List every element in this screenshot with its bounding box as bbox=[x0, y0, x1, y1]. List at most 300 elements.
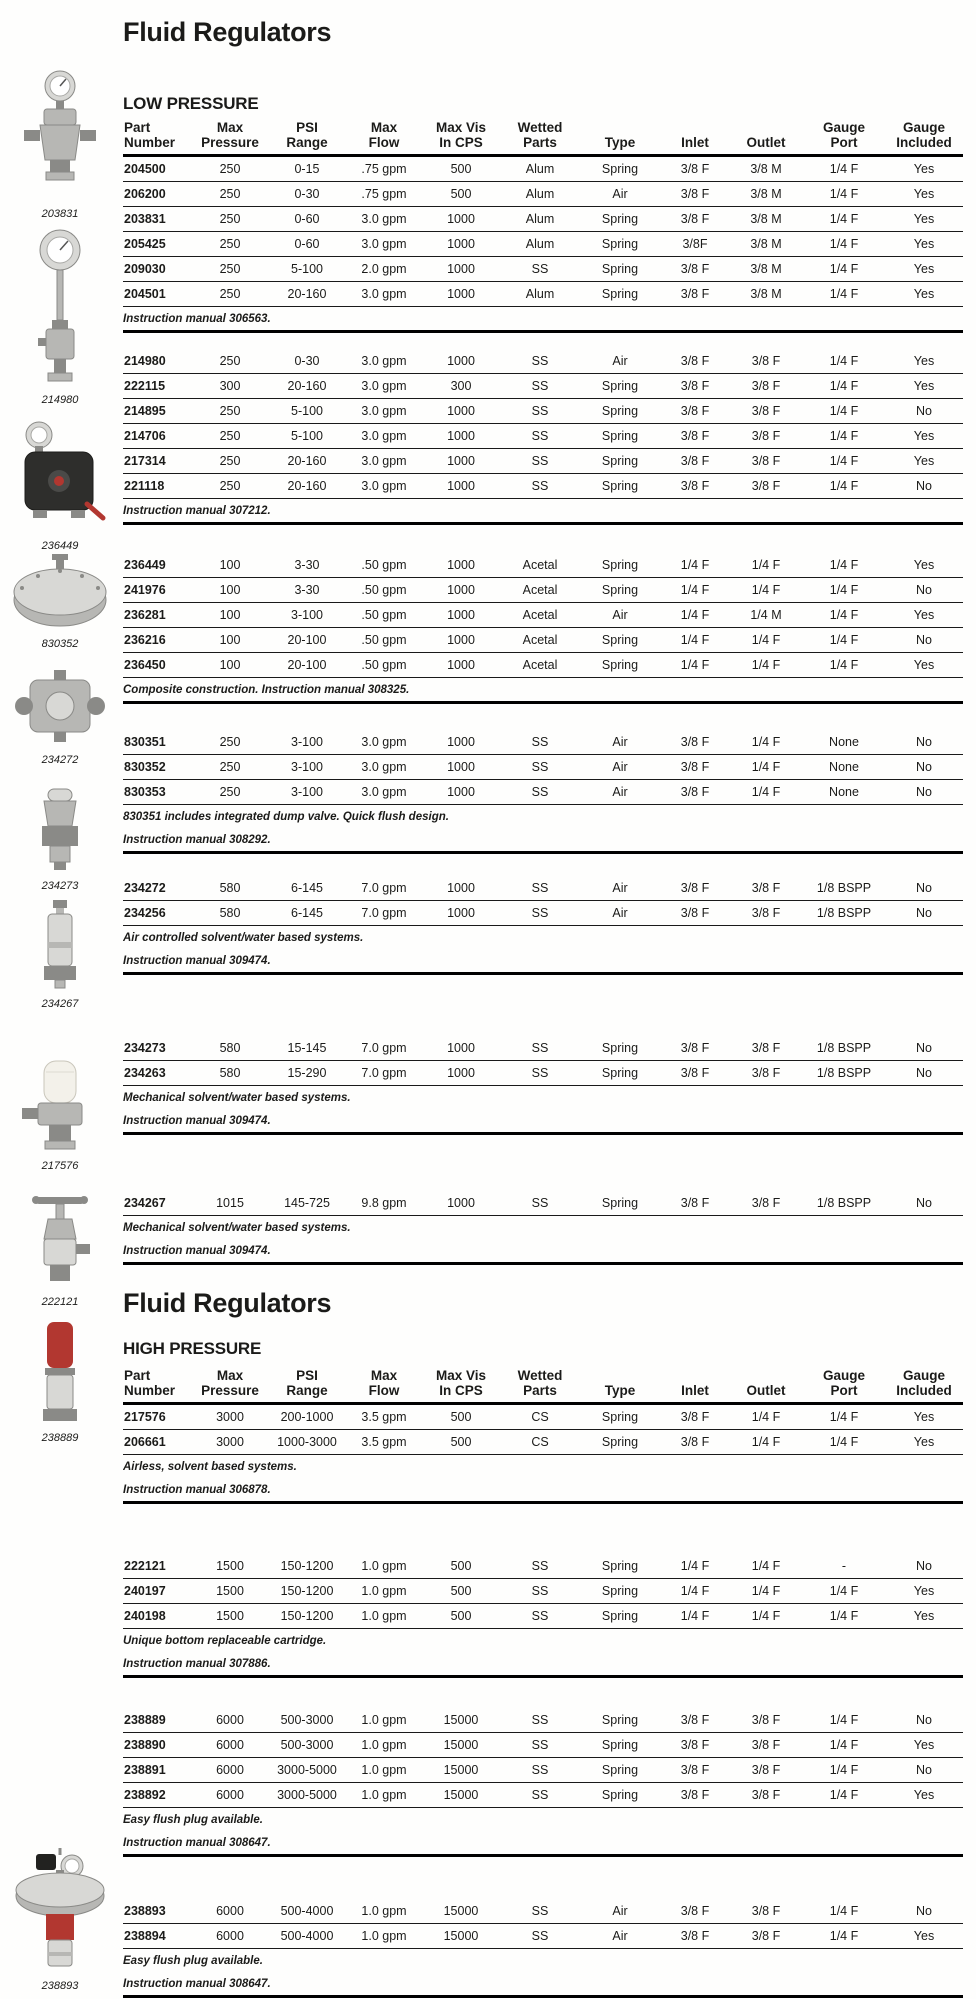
cell-outlet: 3/8 F bbox=[729, 399, 803, 424]
column-header-line2: Outlet bbox=[746, 135, 786, 150]
cell-inlet: 1/4 F bbox=[661, 578, 729, 603]
regulator-inline-bell-icon bbox=[24, 786, 96, 877]
cell-type: Spring bbox=[579, 653, 661, 678]
cell-max_vis: 500 bbox=[421, 1430, 501, 1455]
column-header-line2: Range bbox=[286, 135, 328, 150]
photo-caption: 217576 bbox=[41, 1160, 79, 1172]
cell-max_flow: .75 gpm bbox=[347, 182, 421, 207]
product-photo-238893 bbox=[2, 1848, 118, 1992]
cell-part_number: 240198 bbox=[123, 1604, 193, 1629]
table-row bbox=[123, 653, 963, 678]
table-row bbox=[123, 730, 963, 755]
cell-wetted_parts: SS bbox=[501, 1708, 579, 1733]
cell-max_flow: 3.0 gpm bbox=[347, 232, 421, 257]
cell-part_number: 238892 bbox=[123, 1783, 193, 1808]
product-photo-234267 bbox=[2, 898, 118, 1010]
cell-type: Air bbox=[579, 349, 661, 374]
cell-psi_range: 150-1200 bbox=[267, 1604, 347, 1629]
cell-part_number: 234263 bbox=[123, 1061, 193, 1086]
cell-part_number: 204501 bbox=[123, 282, 193, 307]
cell-gauge_included: No bbox=[885, 901, 963, 926]
cell-outlet: 1/4 M bbox=[729, 603, 803, 628]
cell-max_pressure: 250 bbox=[193, 349, 267, 374]
cell-inlet: 3/8F bbox=[661, 232, 729, 257]
cell-max_vis: 1000 bbox=[421, 628, 501, 653]
cell-psi_range: 3-30 bbox=[267, 553, 347, 578]
cell-gauge_included: Yes bbox=[885, 182, 963, 207]
product-photo-236449 bbox=[2, 420, 118, 552]
group-note: Unique bottom replaceable cartridge. bbox=[123, 1635, 327, 1647]
cell-outlet: 1/4 F bbox=[729, 553, 803, 578]
cell-part_number: 203831 bbox=[123, 207, 193, 232]
cell-type: Spring bbox=[579, 1061, 661, 1086]
table-row bbox=[123, 1554, 963, 1579]
cell-max_flow: 7.0 gpm bbox=[347, 876, 421, 901]
cell-gauge_included: No bbox=[885, 474, 963, 499]
column-header-line2: Outlet bbox=[746, 1383, 786, 1398]
cell-gauge_port: 1/4 F bbox=[803, 282, 885, 307]
regulator-group-214980 bbox=[123, 349, 963, 525]
cell-outlet: 3/8 F bbox=[729, 374, 803, 399]
cell-outlet: 3/8 F bbox=[729, 1733, 803, 1758]
group-note: Instruction manual 308647. bbox=[123, 1972, 963, 1997]
cell-wetted_parts: SS bbox=[501, 780, 579, 805]
cell-type: Spring bbox=[579, 1579, 661, 1604]
cell-gauge_port: 1/4 F bbox=[803, 157, 885, 182]
cell-part_number: 236281 bbox=[123, 603, 193, 628]
cell-gauge_included: Yes bbox=[885, 1733, 963, 1758]
cell-psi_range: 150-1200 bbox=[267, 1579, 347, 1604]
table-row bbox=[123, 282, 963, 307]
cell-inlet: 3/8 F bbox=[661, 257, 729, 282]
cell-part_number: 214980 bbox=[123, 349, 193, 374]
group-note: Easy flush plug available. bbox=[123, 1814, 263, 1826]
cell-part_number: 830353 bbox=[123, 780, 193, 805]
cell-gauge_included: Yes bbox=[885, 1579, 963, 1604]
table-row bbox=[123, 1604, 963, 1629]
section-subtitle: HIGH PRESSURE bbox=[123, 1339, 262, 1358]
cell-part_number: 206200 bbox=[123, 182, 193, 207]
cell-wetted_parts: SS bbox=[501, 1783, 579, 1808]
cell-wetted_parts: CS bbox=[501, 1405, 579, 1430]
cell-max_flow: 3.0 gpm bbox=[347, 207, 421, 232]
cell-gauge_port: None bbox=[803, 755, 885, 780]
cell-wetted_parts: SS bbox=[501, 257, 579, 282]
cell-psi_range: 1000-3000 bbox=[267, 1430, 347, 1455]
cell-max_vis: 1000 bbox=[421, 780, 501, 805]
table-row bbox=[123, 1061, 963, 1086]
regulator-group-217576 bbox=[123, 1405, 963, 1504]
cell-max_pressure: 6000 bbox=[193, 1708, 267, 1733]
cell-psi_range: 500-3000 bbox=[267, 1708, 347, 1733]
cell-type: Spring bbox=[579, 374, 661, 399]
cell-gauge_port: 1/8 BSPP bbox=[803, 876, 885, 901]
column-header-line2: Port bbox=[830, 135, 858, 150]
cell-gauge_port: 1/4 F bbox=[803, 653, 885, 678]
table-row bbox=[123, 1579, 963, 1604]
group-note-row bbox=[123, 1629, 963, 1653]
cell-max_vis: 1000 bbox=[421, 474, 501, 499]
group-note-row bbox=[123, 1652, 963, 1677]
cell-type: Spring bbox=[579, 232, 661, 257]
cell-max_flow: 3.0 gpm bbox=[347, 449, 421, 474]
cell-gauge_included: Yes bbox=[885, 207, 963, 232]
cell-max_pressure: 250 bbox=[193, 182, 267, 207]
table-row bbox=[123, 1899, 963, 1924]
cell-part_number: 217576 bbox=[123, 1405, 193, 1430]
cell-max_flow: 1.0 gpm bbox=[347, 1924, 421, 1949]
cell-outlet: 3/8 M bbox=[729, 232, 803, 257]
cell-part_number: 204500 bbox=[123, 157, 193, 182]
cell-gauge_port: 1/4 F bbox=[803, 257, 885, 282]
column-header-line2: Range bbox=[286, 1383, 328, 1398]
cell-gauge_port: - bbox=[803, 1554, 885, 1579]
column-header-max_flow bbox=[347, 118, 421, 156]
cell-wetted_parts: SS bbox=[501, 1733, 579, 1758]
cell-outlet: 3/8 M bbox=[729, 182, 803, 207]
regulator-red-cap-icon bbox=[27, 1318, 93, 1429]
cell-psi_range: 0-30 bbox=[267, 182, 347, 207]
cell-max_pressure: 250 bbox=[193, 780, 267, 805]
cell-wetted_parts: SS bbox=[501, 730, 579, 755]
column-header-inlet bbox=[661, 1366, 729, 1404]
cell-max_vis: 1000 bbox=[421, 257, 501, 282]
column-header-inlet bbox=[661, 118, 729, 156]
photo-caption: 238889 bbox=[41, 1432, 79, 1444]
cell-max_vis: 15000 bbox=[421, 1899, 501, 1924]
regulator-group-234267 bbox=[123, 1191, 963, 1265]
cell-gauge_included: No bbox=[885, 628, 963, 653]
cell-outlet: 3/8 F bbox=[729, 901, 803, 926]
product-photo-214980 bbox=[2, 228, 118, 406]
cell-max_flow: 3.0 gpm bbox=[347, 282, 421, 307]
cell-max_vis: 15000 bbox=[421, 1924, 501, 1949]
cell-max_vis: 1000 bbox=[421, 730, 501, 755]
cell-max_vis: 1000 bbox=[421, 399, 501, 424]
cell-inlet: 1/4 F bbox=[661, 628, 729, 653]
cell-gauge_port: 1/4 F bbox=[803, 1733, 885, 1758]
cell-max_flow: 1.0 gpm bbox=[347, 1733, 421, 1758]
cell-gauge_port: 1/8 BSPP bbox=[803, 1191, 885, 1216]
regulator-group-203831 bbox=[123, 157, 963, 333]
column-header-line1: Gauge bbox=[902, 1368, 945, 1383]
cell-inlet: 3/8 F bbox=[661, 876, 729, 901]
group-note-row bbox=[123, 678, 963, 703]
cell-gauge_port: 1/4 F bbox=[803, 1604, 885, 1629]
group-note-row bbox=[123, 499, 963, 524]
cell-inlet: 3/8 F bbox=[661, 349, 729, 374]
column-header-wetted_parts bbox=[501, 1366, 579, 1404]
cell-inlet: 3/8 F bbox=[661, 1405, 729, 1430]
product-photo-234272 bbox=[2, 668, 118, 766]
table-row bbox=[123, 1758, 963, 1783]
cell-max_flow: 7.0 gpm bbox=[347, 1061, 421, 1086]
photo-caption: 830352 bbox=[41, 638, 79, 650]
table-header bbox=[123, 118, 963, 157]
cell-gauge_included: Yes bbox=[885, 553, 963, 578]
cell-max_pressure: 250 bbox=[193, 755, 267, 780]
column-header-line2: Number bbox=[124, 1383, 176, 1398]
cell-inlet: 1/4 F bbox=[661, 603, 729, 628]
table-row bbox=[123, 349, 963, 374]
cell-psi_range: 3-100 bbox=[267, 603, 347, 628]
group-note: 830351 includes integrated dump valve. Quick flush design. bbox=[123, 811, 449, 823]
table-header bbox=[123, 1366, 963, 1405]
cell-max_pressure: 100 bbox=[193, 653, 267, 678]
cell-max_pressure: 250 bbox=[193, 399, 267, 424]
cell-inlet: 1/4 F bbox=[661, 1604, 729, 1629]
column-header-outlet bbox=[729, 1366, 803, 1404]
cell-psi_range: 5-100 bbox=[267, 257, 347, 282]
cell-wetted_parts: Acetal bbox=[501, 578, 579, 603]
cell-max_pressure: 250 bbox=[193, 449, 267, 474]
column-header-line1: Gauge bbox=[822, 1368, 865, 1383]
cell-inlet: 3/8 F bbox=[661, 901, 729, 926]
cell-psi_range: 6-145 bbox=[267, 901, 347, 926]
cell-outlet: 1/4 F bbox=[729, 730, 803, 755]
cell-gauge_included: Yes bbox=[885, 349, 963, 374]
group-note: Instruction manual 308647. bbox=[123, 1831, 963, 1856]
cell-max_vis: 1000 bbox=[421, 578, 501, 603]
cell-max_flow: 3.0 gpm bbox=[347, 399, 421, 424]
column-header-type bbox=[579, 1366, 661, 1404]
table-row bbox=[123, 628, 963, 653]
cell-max_vis: 500 bbox=[421, 182, 501, 207]
cell-outlet: 1/4 F bbox=[729, 628, 803, 653]
column-header-line1: PSI bbox=[296, 1368, 318, 1383]
regulator-block-icon bbox=[12, 668, 108, 751]
cell-part_number: 221118 bbox=[123, 474, 193, 499]
cell-max_flow: 7.0 gpm bbox=[347, 1036, 421, 1061]
regulator-flat-disc-icon bbox=[8, 554, 112, 635]
group-note-row bbox=[123, 1455, 963, 1479]
column-header-line1: Part bbox=[124, 120, 151, 135]
cell-max_pressure: 250 bbox=[193, 157, 267, 182]
column-header-line1: Wetted bbox=[517, 120, 563, 135]
cell-psi_range: 3000-5000 bbox=[267, 1758, 347, 1783]
cell-outlet: 3/8 F bbox=[729, 474, 803, 499]
cell-gauge_included: Yes bbox=[885, 257, 963, 282]
cell-gauge_port: 1/4 F bbox=[803, 553, 885, 578]
photo-caption: 234273 bbox=[41, 880, 79, 892]
cell-max_vis: 1000 bbox=[421, 207, 501, 232]
column-header-gauge_port bbox=[803, 118, 885, 156]
column-header-line2: Port bbox=[830, 1383, 858, 1398]
cell-max_vis: 1000 bbox=[421, 1191, 501, 1216]
cell-max_pressure: 580 bbox=[193, 1061, 267, 1086]
cell-type: Air bbox=[579, 1899, 661, 1924]
cell-outlet: 1/4 F bbox=[729, 1405, 803, 1430]
cell-gauge_included: Yes bbox=[885, 424, 963, 449]
cell-psi_range: 500-4000 bbox=[267, 1924, 347, 1949]
cell-type: Air bbox=[579, 182, 661, 207]
regulator-cylinder-icon bbox=[29, 898, 91, 995]
cell-outlet: 3/8 F bbox=[729, 1758, 803, 1783]
product-photo-830352 bbox=[2, 554, 118, 650]
cell-max_vis: 500 bbox=[421, 1604, 501, 1629]
group-note: Instruction manual 307212. bbox=[123, 499, 963, 524]
cell-psi_range: 0-60 bbox=[267, 207, 347, 232]
cell-gauge_included: Yes bbox=[885, 1604, 963, 1629]
cell-gauge_port: 1/8 BSPP bbox=[803, 1036, 885, 1061]
group-note-row bbox=[123, 1239, 963, 1264]
table-row bbox=[123, 780, 963, 805]
regulator-t-handle-icon bbox=[19, 1192, 101, 1293]
cell-outlet: 1/4 F bbox=[729, 755, 803, 780]
column-header-line1: Wetted bbox=[517, 1368, 563, 1383]
cell-part_number: 214706 bbox=[123, 424, 193, 449]
cell-max_flow: 1.0 gpm bbox=[347, 1604, 421, 1629]
cell-inlet: 3/8 F bbox=[661, 374, 729, 399]
cell-gauge_port: 1/4 F bbox=[803, 399, 885, 424]
table-row bbox=[123, 1036, 963, 1061]
cell-wetted_parts: SS bbox=[501, 876, 579, 901]
cell-gauge_included: Yes bbox=[885, 1430, 963, 1455]
cell-part_number: 236449 bbox=[123, 553, 193, 578]
cell-gauge_port: 1/4 F bbox=[803, 1579, 885, 1604]
cell-type: Spring bbox=[579, 1036, 661, 1061]
table-row bbox=[123, 232, 963, 257]
cell-gauge_included: Yes bbox=[885, 374, 963, 399]
cell-gauge_included: Yes bbox=[885, 1924, 963, 1949]
cell-psi_range: 145-725 bbox=[267, 1191, 347, 1216]
cell-type: Spring bbox=[579, 399, 661, 424]
cell-inlet: 3/8 F bbox=[661, 474, 729, 499]
cell-wetted_parts: Alum bbox=[501, 207, 579, 232]
cell-gauge_included: Yes bbox=[885, 157, 963, 182]
cell-gauge_port: 1/4 F bbox=[803, 374, 885, 399]
group-note-row bbox=[123, 949, 963, 974]
column-header-psi_range bbox=[267, 118, 347, 156]
cell-max_pressure: 6000 bbox=[193, 1783, 267, 1808]
cell-part_number: 236216 bbox=[123, 628, 193, 653]
column-header-line2: Flow bbox=[368, 1383, 400, 1398]
cell-psi_range: 3-100 bbox=[267, 780, 347, 805]
cell-psi_range: 5-100 bbox=[267, 424, 347, 449]
column-header-line2: Type bbox=[604, 1383, 636, 1398]
cell-max_pressure: 6000 bbox=[193, 1924, 267, 1949]
cell-psi_range: 0-15 bbox=[267, 157, 347, 182]
column-header-line2: Included bbox=[896, 135, 952, 150]
table-row bbox=[123, 1708, 963, 1733]
section-high-pressure bbox=[123, 1287, 963, 1998]
column-header-line1: Max bbox=[370, 1368, 398, 1383]
column-header-line1: Max bbox=[216, 120, 244, 135]
cell-wetted_parts: Alum bbox=[501, 232, 579, 257]
cell-max_flow: .50 gpm bbox=[347, 653, 421, 678]
group-note: Instruction manual 309474. bbox=[123, 1239, 963, 1264]
cell-wetted_parts: SS bbox=[501, 1899, 579, 1924]
cell-inlet: 3/8 F bbox=[661, 1708, 729, 1733]
regulator-group-222121 bbox=[123, 1554, 963, 1678]
cell-gauge_included: No bbox=[885, 1061, 963, 1086]
cell-inlet: 3/8 F bbox=[661, 157, 729, 182]
cell-max_flow: 1.0 gpm bbox=[347, 1554, 421, 1579]
cell-gauge_included: No bbox=[885, 578, 963, 603]
cell-type: Spring bbox=[579, 1430, 661, 1455]
column-header-line1: Gauge bbox=[822, 120, 865, 135]
cell-max_vis: 1000 bbox=[421, 653, 501, 678]
photo-caption: 236449 bbox=[41, 540, 79, 552]
cell-type: Spring bbox=[579, 1405, 661, 1430]
table-row bbox=[123, 553, 963, 578]
cell-type: Spring bbox=[579, 257, 661, 282]
cell-max_flow: 3.0 gpm bbox=[347, 474, 421, 499]
cell-part_number: 234273 bbox=[123, 1036, 193, 1061]
cell-max_vis: 15000 bbox=[421, 1708, 501, 1733]
cell-type: Spring bbox=[579, 424, 661, 449]
cell-type: Air bbox=[579, 876, 661, 901]
column-header-line2: Parts bbox=[523, 135, 557, 150]
table-row bbox=[123, 449, 963, 474]
cell-max_flow: .50 gpm bbox=[347, 553, 421, 578]
cell-inlet: 3/8 F bbox=[661, 207, 729, 232]
cell-inlet: 1/4 F bbox=[661, 653, 729, 678]
cell-gauge_port: 1/4 F bbox=[803, 1708, 885, 1733]
cell-psi_range: 3-30 bbox=[267, 578, 347, 603]
cell-gauge_included: No bbox=[885, 399, 963, 424]
column-header-wetted_parts bbox=[501, 118, 579, 156]
cell-psi_range: 0-60 bbox=[267, 232, 347, 257]
regulator-group-238893 bbox=[123, 1899, 963, 1998]
column-header-gauge_included bbox=[885, 118, 963, 156]
cell-max_pressure: 100 bbox=[193, 578, 267, 603]
column-header-line2: Pressure bbox=[201, 135, 259, 150]
cell-part_number: 236450 bbox=[123, 653, 193, 678]
cell-max_pressure: 6000 bbox=[193, 1758, 267, 1783]
group-note-row bbox=[123, 1972, 963, 1997]
cell-gauge_port: 1/4 F bbox=[803, 232, 885, 257]
photo-caption: 203831 bbox=[41, 208, 79, 220]
cell-type: Air bbox=[579, 1924, 661, 1949]
cell-gauge_port: 1/8 BSPP bbox=[803, 1061, 885, 1086]
cell-inlet: 3/8 F bbox=[661, 182, 729, 207]
table-row bbox=[123, 603, 963, 628]
cell-max_flow: 3.0 gpm bbox=[347, 780, 421, 805]
cell-psi_range: 15-290 bbox=[267, 1061, 347, 1086]
cell-max_vis: 1000 bbox=[421, 603, 501, 628]
cell-gauge_port: 1/4 F bbox=[803, 1405, 885, 1430]
cell-max_flow: 1.0 gpm bbox=[347, 1899, 421, 1924]
cell-psi_range: 0-30 bbox=[267, 349, 347, 374]
cell-max_pressure: 250 bbox=[193, 730, 267, 755]
column-header-line2: Pressure bbox=[201, 1383, 259, 1398]
table-row bbox=[123, 755, 963, 780]
cell-inlet: 3/8 F bbox=[661, 1899, 729, 1924]
cell-wetted_parts: SS bbox=[501, 449, 579, 474]
cell-type: Spring bbox=[579, 578, 661, 603]
cell-outlet: 3/8 M bbox=[729, 157, 803, 182]
cell-psi_range: 500-3000 bbox=[267, 1733, 347, 1758]
cell-wetted_parts: Acetal bbox=[501, 553, 579, 578]
cell-outlet: 1/4 F bbox=[729, 1604, 803, 1629]
cell-gauge_included: Yes bbox=[885, 282, 963, 307]
cell-psi_range: 20-160 bbox=[267, 449, 347, 474]
product-photo-217576 bbox=[2, 1058, 118, 1172]
cell-max_flow: .75 gpm bbox=[347, 157, 421, 182]
group-note: Air controlled solvent/water based systems. bbox=[123, 932, 364, 944]
column-header-psi_range bbox=[267, 1366, 347, 1404]
cell-outlet: 3/8 M bbox=[729, 257, 803, 282]
table-row bbox=[123, 182, 963, 207]
column-header-line1: Max bbox=[216, 1368, 244, 1383]
cell-type: Spring bbox=[579, 553, 661, 578]
cell-type: Spring bbox=[579, 207, 661, 232]
cell-max_pressure: 250 bbox=[193, 207, 267, 232]
cell-gauge_port: 1/4 F bbox=[803, 1924, 885, 1949]
table-row bbox=[123, 876, 963, 901]
group-note: Instruction manual 306878. bbox=[123, 1478, 963, 1503]
